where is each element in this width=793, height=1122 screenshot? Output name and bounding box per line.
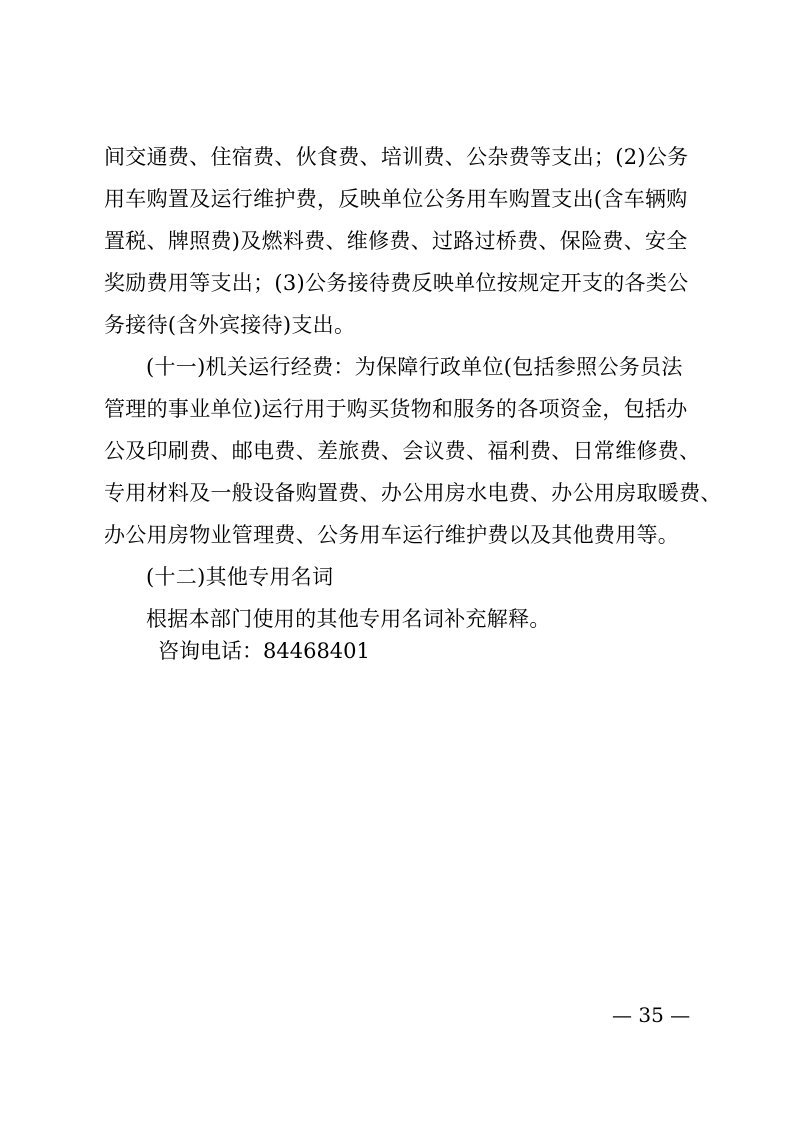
- paragraph-line: 管理的事业单位)运行用于购买货物和服务的各项资金，包括办: [104, 397, 688, 421]
- paragraph-line: 用车购置及运行维护费，反映单位公务用车购置支出(含车辆购: [104, 187, 688, 211]
- page-number: — 35 —: [612, 1003, 691, 1027]
- paragraph-line: 根据本部门使用的其他专用名词补充解释。: [146, 607, 551, 631]
- section-heading-line: (十二)其他专用名词: [146, 565, 334, 589]
- paragraph-line: 专用材料及一般设备购置费、办公用房水电费、办公用房取暖费、: [104, 481, 722, 505]
- paragraph-line: 公及印刷费、邮电费、差旅费、会议费、福利费、日常维修费、: [104, 439, 701, 463]
- paragraph-line: 办公用房物业管理费、公务用车运行维护费以及其他费用等。: [104, 523, 680, 547]
- paragraph-line: 置税、牌照费)及燃料费、维修费、过路过桥费、保险费、安全: [104, 229, 688, 253]
- paragraph-line: 务接待(含外宾接待)支出。: [104, 313, 356, 337]
- section-heading-line: (十一)机关运行经费：为保障行政单位(包括参照公务员法: [146, 355, 683, 379]
- contact-phone: 咨询电话：84468401: [158, 639, 370, 663]
- paragraph-line: 奖励费用等支出；(3)公务接待费反映单位按规定开支的各类公: [104, 271, 689, 295]
- paragraph-line: 间交通费、住宿费、伙食费、培训费、公杂费等支出；(2)公务: [104, 145, 689, 169]
- document-body: [104, 136, 722, 640]
